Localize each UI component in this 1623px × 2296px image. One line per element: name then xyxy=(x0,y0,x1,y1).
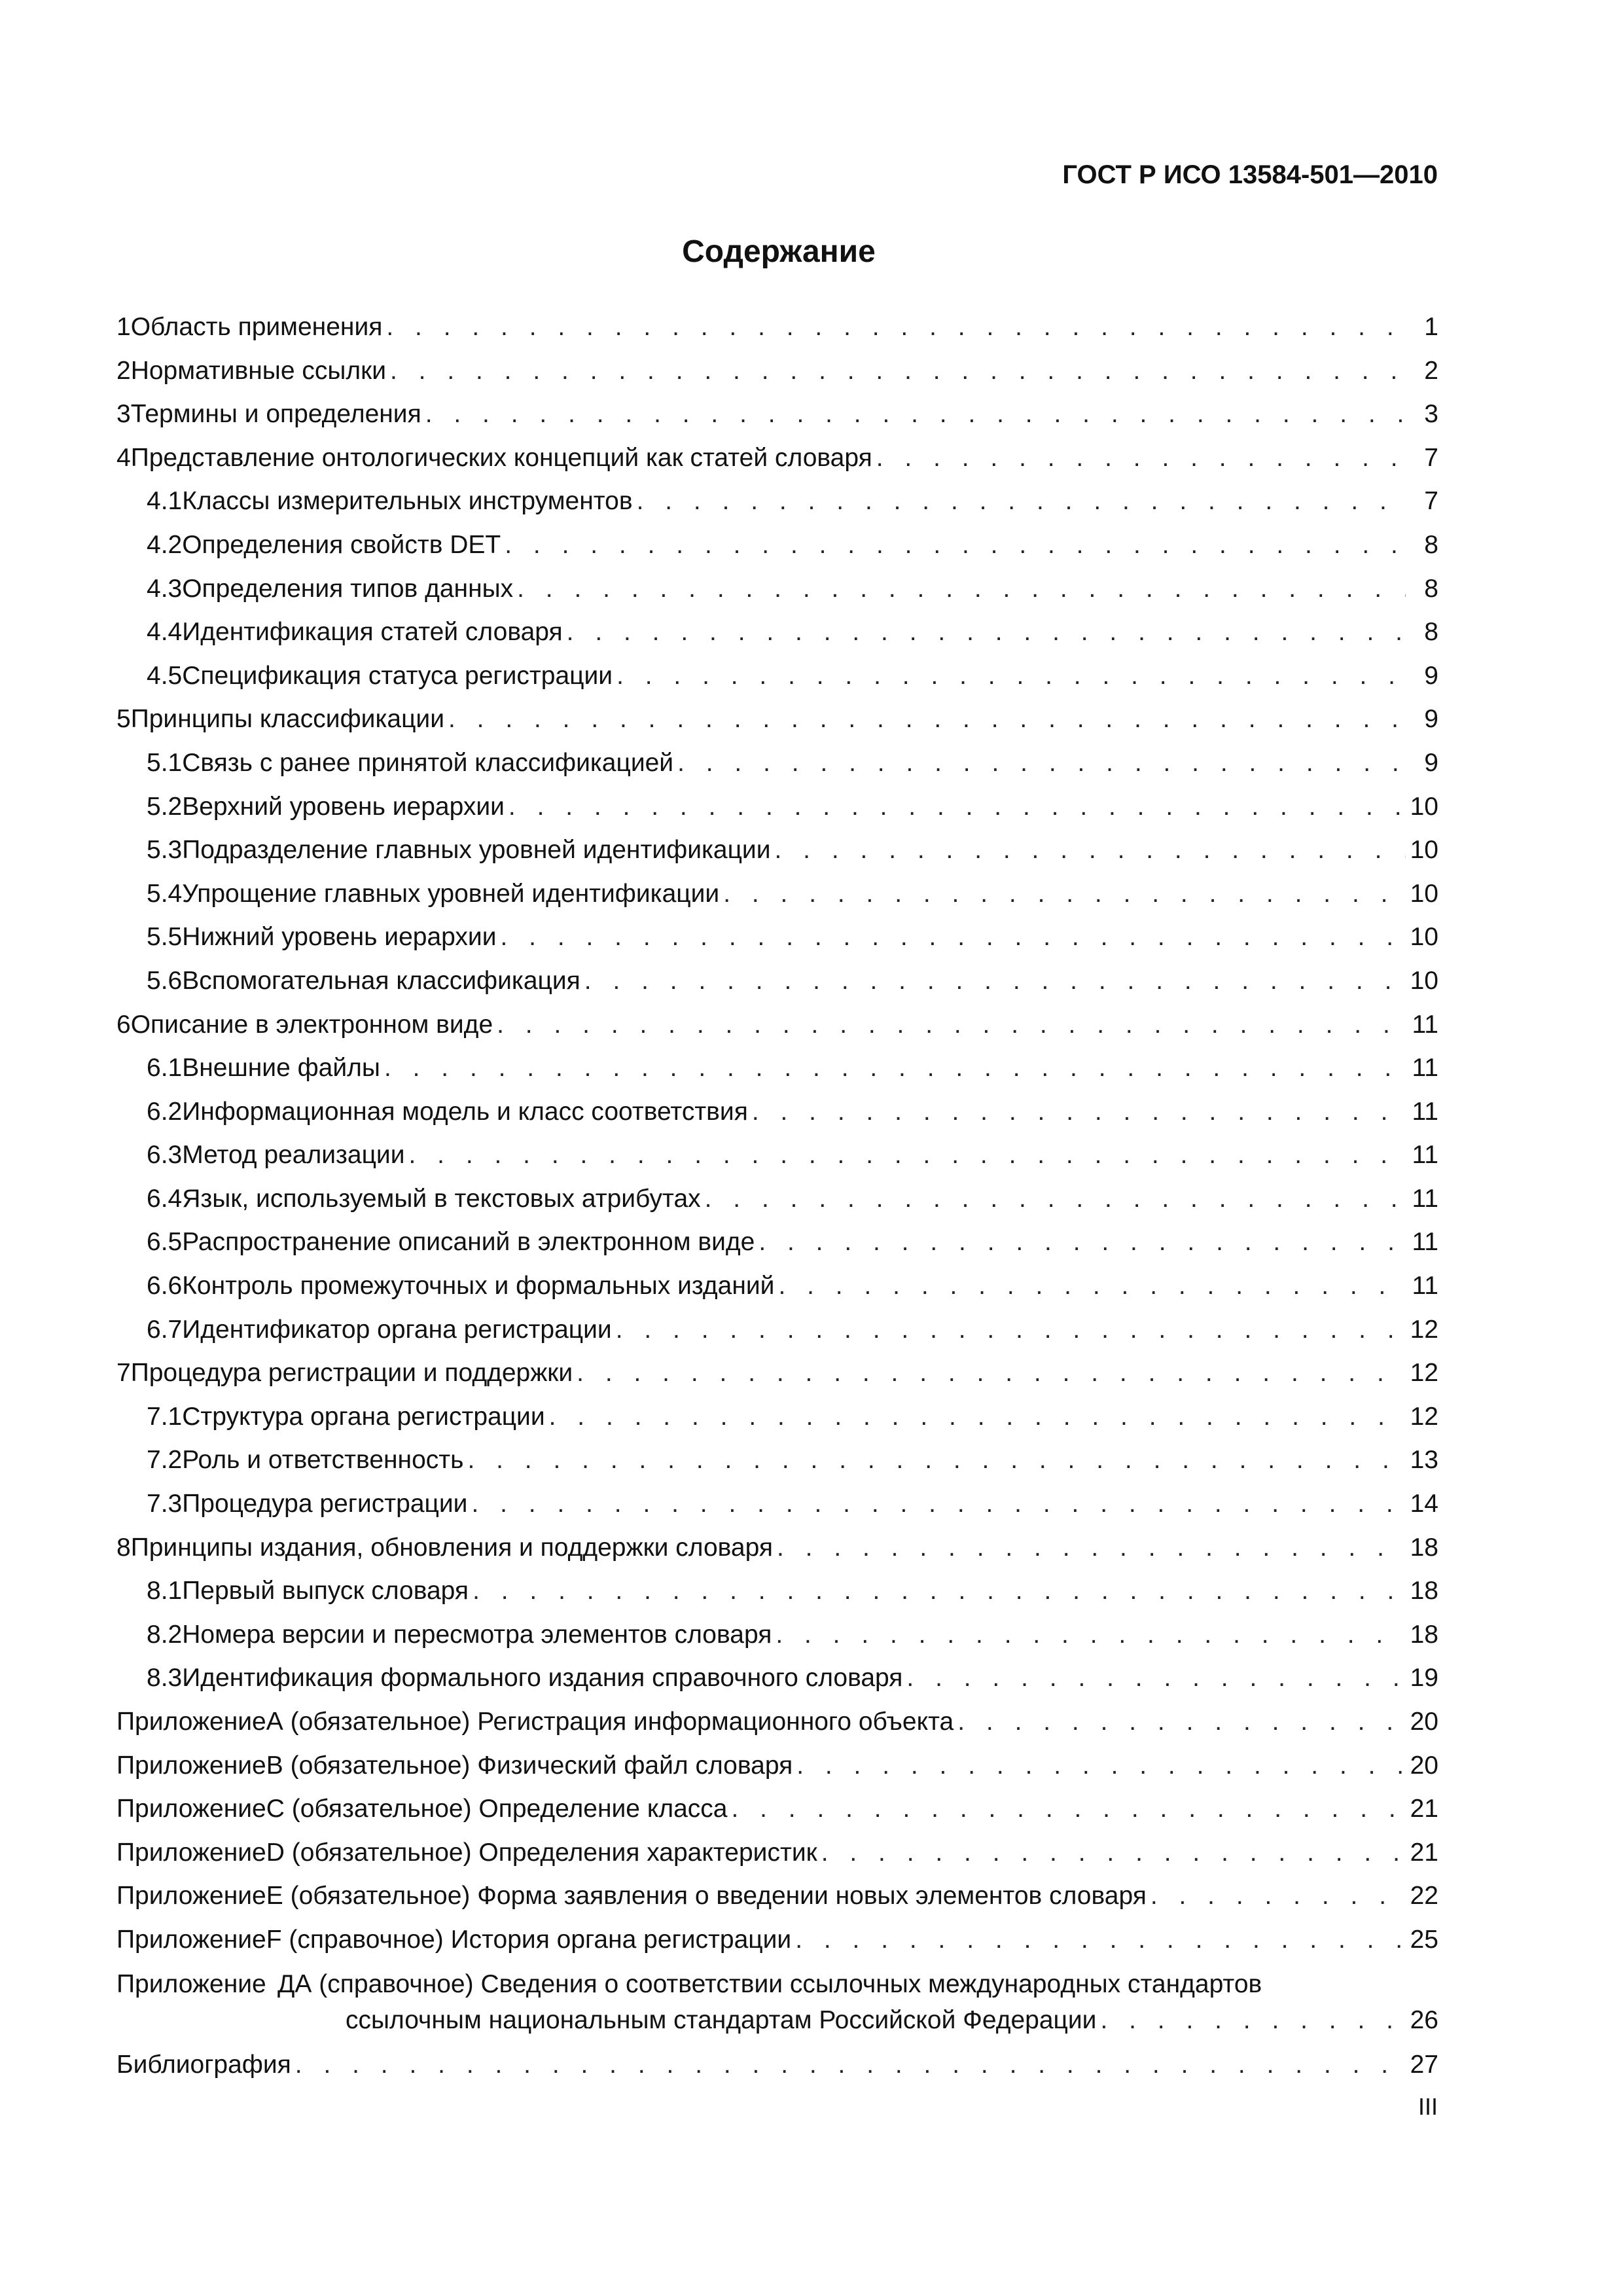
toc-entry-title: Связь с ранее принятой классификацией xyxy=(182,748,674,777)
toc-entry-page: 11 xyxy=(1412,1054,1438,1083)
toc-annex-entry[interactable] xyxy=(116,1831,1438,1875)
toc-leader-dots xyxy=(677,742,1406,785)
toc-entry-number: 8.2 xyxy=(147,1620,183,1649)
toc-entry-number: 5.1 xyxy=(147,748,183,777)
annex-text: (обязательное) Форма заявления о введении новых элементов словаря xyxy=(290,1882,1147,1910)
toc-entry-title: Вспомогательная классификация xyxy=(182,966,580,995)
toc-leader-dots xyxy=(616,655,1406,698)
toc-leader-dots xyxy=(390,350,1406,393)
toc-entry-number: 6.1 xyxy=(147,1054,183,1083)
toc-entry[interactable] xyxy=(116,1177,1438,1221)
toc-entry-title: Представление онтологических концепций как статей словаря xyxy=(130,443,872,472)
toc-entry-title: Идентификатор органа регистрации xyxy=(182,1315,612,1344)
toc-entry-page: 2 xyxy=(1424,356,1438,385)
toc-entry[interactable] xyxy=(116,785,1438,829)
annex-da-line2 xyxy=(116,2002,1438,2038)
toc-entry-page: 19 xyxy=(1410,1664,1438,1693)
toc-entry-title: Распространение описаний в электронном виде xyxy=(182,1228,755,1257)
toc-entry-title: Классы измерительных инструментов xyxy=(182,487,633,516)
annex-page: 20 xyxy=(1410,1751,1438,1780)
toc-entry-page: 18 xyxy=(1410,1620,1438,1649)
toc-leader-dots xyxy=(758,1221,1406,1265)
toc-entry-number: 6.2 xyxy=(147,1097,183,1126)
toc-entry-title: Нижний уровень иерархии xyxy=(182,923,497,952)
annex-letter: A xyxy=(266,1708,283,1736)
toc-entry-page: 1 xyxy=(1424,313,1438,341)
toc-leader-dots xyxy=(795,1918,1406,1962)
toc-leader-dots xyxy=(752,1090,1406,1134)
document-code: ГОСТ Р ИСО 13584-501—2010 xyxy=(1062,160,1438,189)
toc-entry-title: Первый выпуск словаря xyxy=(182,1577,469,1605)
toc-entry[interactable] xyxy=(116,1047,1438,1090)
toc-entry-title: Метод реализации xyxy=(182,1141,405,1170)
toc-entry-page: 9 xyxy=(1424,705,1438,734)
toc-entry-page: 11 xyxy=(1412,1228,1438,1257)
toc-leader-dots xyxy=(705,1177,1406,1221)
toc-leader-dots xyxy=(448,698,1406,742)
toc-leader-dots xyxy=(821,1831,1406,1875)
toc-entry-number: 4.3 xyxy=(147,574,183,603)
toc-entry-number: 6.3 xyxy=(147,1141,183,1170)
toc-entry-title: Область применения xyxy=(130,313,383,341)
toc-leader-dots xyxy=(508,785,1406,829)
toc-entry-title: Описание в электронном виде xyxy=(130,1010,493,1039)
toc-leader-dots xyxy=(384,1047,1406,1090)
toc-entry-number: 2 xyxy=(116,356,131,385)
toc-leader-dots xyxy=(1150,1874,1406,1918)
toc-entry-number: 8.1 xyxy=(147,1577,183,1605)
toc-entry[interactable] xyxy=(116,1221,1438,1265)
toc-entry[interactable] xyxy=(116,829,1438,872)
toc-leader-dots xyxy=(776,1613,1406,1657)
toc-entry-title: Термины и определения xyxy=(130,400,421,429)
toc-entry-title: Язык, используемый в текстовых атрибутах xyxy=(182,1184,701,1213)
toc-entry-number: 5.4 xyxy=(147,879,183,908)
toc-entry-page: 10 xyxy=(1410,792,1438,821)
page-number: III xyxy=(1418,2093,1438,2120)
annex-prefix: Приложение xyxy=(116,1969,266,1998)
toc-entry-title: Структура органа регистрации xyxy=(182,1402,545,1431)
toc-leader-dots xyxy=(500,916,1406,960)
toc-entry[interactable] xyxy=(116,960,1438,1003)
annex-letter: F xyxy=(266,1925,282,1954)
toc-entry-number: 4.4 xyxy=(147,618,183,647)
toc-entry-title: Внешние файлы xyxy=(182,1054,380,1083)
toc-entry-page: 10 xyxy=(1410,879,1438,908)
toc-entry[interactable] xyxy=(116,1482,1438,1526)
toc-entry-page: 13 xyxy=(1410,1446,1438,1475)
toc-leader-dots xyxy=(467,1439,1406,1482)
toc-annex-entry-da[interactable] xyxy=(116,1966,1438,2038)
toc-leader-dots xyxy=(778,1265,1406,1308)
toc-annex-entry[interactable] xyxy=(116,1787,1438,1831)
toc-entry-page: 14 xyxy=(1410,1490,1438,1518)
toc-leader-dots xyxy=(1100,2002,1406,2038)
toc-entry-page: 9 xyxy=(1424,661,1438,690)
annex-page: 21 xyxy=(1410,1838,1438,1867)
toc-entry[interactable] xyxy=(116,393,1438,437)
toc-leader-dots xyxy=(957,1700,1406,1744)
toc-entry-number: 1 xyxy=(116,313,131,341)
toc-entry-page: 11 xyxy=(1412,1097,1438,1126)
toc-entry-number: 7.2 xyxy=(147,1446,183,1475)
toc-entry-number: 5.2 xyxy=(147,792,183,821)
toc-entry[interactable] xyxy=(116,742,1438,785)
toc-entry-number: 6.5 xyxy=(147,1228,183,1257)
toc-entry-page: 7 xyxy=(1424,443,1438,472)
toc-leader-dots xyxy=(386,306,1406,350)
annex-page: 25 xyxy=(1410,1925,1438,1954)
toc-entry[interactable] xyxy=(116,1570,1438,1613)
toc-entry-page: 12 xyxy=(1410,1402,1438,1431)
toc-entry-number: 3 xyxy=(116,400,131,429)
toc-entry-title: Идентификация статей словаря xyxy=(182,618,563,647)
toc-leader-dots xyxy=(471,1482,1406,1526)
toc-entry-page: 3 xyxy=(1424,400,1438,429)
toc-entry[interactable] xyxy=(116,872,1438,916)
toc-entry[interactable] xyxy=(116,1395,1438,1439)
annex-page: 20 xyxy=(1410,1708,1438,1736)
toc-entry[interactable] xyxy=(116,350,1438,393)
toc-entry-page: 11 xyxy=(1412,1184,1438,1213)
toc-leader-dots xyxy=(567,611,1406,655)
toc-entry-title: Упрощение главных уровней идентификации xyxy=(182,879,720,908)
bibliography-title: Библиография xyxy=(116,2050,291,2079)
toc-entry[interactable] xyxy=(116,567,1438,611)
toc-entry-page: 8 xyxy=(1424,530,1438,559)
toc-leader-dots xyxy=(731,1787,1406,1831)
annex-text: (обязательное) Определение класса xyxy=(291,1795,728,1823)
toc-entry-title: Нормативные ссылки xyxy=(130,356,386,385)
toc-entry-number: 5 xyxy=(116,705,131,734)
toc-entry-title: Процедура регистрации xyxy=(182,1490,468,1518)
toc-entry-title: Определения типов данных xyxy=(182,574,514,603)
toc-entry[interactable] xyxy=(116,1134,1438,1177)
toc-annex-entry[interactable] xyxy=(116,1700,1438,1744)
toc-entry[interactable] xyxy=(116,916,1438,960)
toc-entry-title: Процедура регистрации и поддержки xyxy=(130,1359,573,1388)
bibliography-page: 27 xyxy=(1410,2050,1438,2079)
toc-entry-page: 18 xyxy=(1410,1533,1438,1562)
toc-entry[interactable] xyxy=(116,1265,1438,1308)
annex-title xyxy=(266,1744,793,1788)
table-of-contents xyxy=(116,306,1438,2087)
toc-entry-page: 11 xyxy=(1412,1141,1438,1170)
annex-text-continued: ссылочным национальным стандартам Российской Федерации xyxy=(346,2005,1097,2034)
annex-text: (справочное) Сведения о соответствии ссылочных международных стандартов xyxy=(319,1969,1262,1998)
annex-page: 21 xyxy=(1410,1795,1438,1823)
toc-entry-page: 7 xyxy=(1424,487,1438,516)
toc-leader-dots xyxy=(616,1308,1406,1352)
toc-entry-page: 8 xyxy=(1424,618,1438,647)
toc-entry-number: 8.3 xyxy=(147,1664,183,1693)
toc-entry-number: 6.7 xyxy=(147,1315,183,1344)
toc-entry-title: Информационная модель и класс соответствия xyxy=(182,1097,748,1126)
annex-prefix: Приложение xyxy=(116,1708,266,1736)
annex-text: (обязательное) Определения характеристик xyxy=(291,1838,817,1867)
toc-entry[interactable] xyxy=(116,524,1438,567)
annex-letter: ДА xyxy=(277,1969,312,1998)
toc-entry-number: 4 xyxy=(116,443,131,472)
annex-prefix: Приложение xyxy=(116,1838,266,1867)
toc-entry[interactable] xyxy=(116,1090,1438,1134)
toc-entry[interactable] xyxy=(116,698,1438,742)
annex-prefix: Приложение xyxy=(116,1882,266,1910)
toc-entry-page: 11 xyxy=(1412,1272,1438,1300)
toc-entry-page: 18 xyxy=(1410,1577,1438,1605)
toc-bibliography-entry[interactable] xyxy=(116,2043,1438,2087)
toc-entry-title: Контроль промежуточных и формальных изданий xyxy=(182,1272,775,1300)
toc-leader-dots xyxy=(517,567,1406,611)
toc-entry-title: Идентификация формального издания справочного словаря xyxy=(182,1664,903,1693)
toc-entry-page: 10 xyxy=(1410,923,1438,952)
toc-entry[interactable] xyxy=(116,1657,1438,1700)
toc-entry-title: Роль и ответственность xyxy=(182,1446,464,1475)
toc-entry[interactable] xyxy=(116,1308,1438,1352)
toc-leader-dots xyxy=(549,1395,1406,1439)
toc-entry[interactable] xyxy=(116,1613,1438,1657)
toc-leader-dots xyxy=(584,960,1406,1003)
annex-letter: E xyxy=(266,1882,283,1910)
toc-entry-number: 7 xyxy=(116,1359,131,1388)
toc-entry-number: 7.3 xyxy=(147,1490,183,1518)
annex-title xyxy=(266,1918,791,1962)
toc-entry-page: 10 xyxy=(1410,836,1438,865)
toc-entry[interactable] xyxy=(116,1439,1438,1482)
toc-leader-dots xyxy=(497,1003,1406,1047)
toc-leader-dots xyxy=(796,1744,1406,1788)
toc-entry-title: Верхний уровень иерархии xyxy=(182,792,505,821)
annex-letter: D xyxy=(266,1838,285,1867)
toc-annex-entry[interactable] xyxy=(116,1918,1438,1962)
toc-entry-title: Принципы издания, обновления и поддержки словаря xyxy=(130,1533,773,1562)
toc-leader-dots xyxy=(777,1526,1406,1570)
toc-entry-number: 6 xyxy=(116,1010,131,1039)
toc-entry[interactable] xyxy=(116,1003,1438,1047)
annex-text: (обязательное) Регистрация информационного объекта xyxy=(290,1708,954,1736)
toc-entry[interactable] xyxy=(116,1526,1438,1570)
toc-entry-number: 4.1 xyxy=(147,487,183,516)
toc-entry-number: 5.3 xyxy=(147,836,183,865)
annex-letter: C xyxy=(266,1795,285,1823)
toc-leader-dots xyxy=(425,393,1406,437)
page-title: Содержание xyxy=(682,234,876,269)
toc-entry-page: 9 xyxy=(1424,748,1438,777)
toc-entry[interactable] xyxy=(116,1352,1438,1395)
toc-entry-number: 6.4 xyxy=(147,1184,183,1213)
toc-entry-number: 5.6 xyxy=(147,966,183,995)
toc-entry-page: 12 xyxy=(1410,1315,1438,1344)
annex-prefix: Приложение xyxy=(116,1795,266,1823)
toc-leader-dots xyxy=(906,1657,1406,1700)
annex-title xyxy=(266,1831,817,1875)
annex-page: 22 xyxy=(1410,1882,1438,1910)
toc-entry-page: 12 xyxy=(1410,1359,1438,1388)
toc-entry-page: 8 xyxy=(1424,574,1438,603)
toc-entry-title: Определения свойств DET xyxy=(182,530,501,559)
toc-leader-dots xyxy=(876,437,1406,480)
toc-leader-dots xyxy=(505,524,1406,567)
toc-annex-entry[interactable] xyxy=(116,1744,1438,1788)
toc-entry-page: 11 xyxy=(1412,1010,1438,1039)
toc-leader-dots xyxy=(723,872,1406,916)
toc-entry[interactable] xyxy=(116,306,1438,350)
toc-entry-title: Спецификация статуса регистрации xyxy=(182,661,613,690)
toc-entry[interactable] xyxy=(116,437,1438,480)
annex-page: 26 xyxy=(1410,2005,1438,2034)
toc-entry-title: Номера версии и пересмотра элементов словаря xyxy=(182,1620,772,1649)
toc-entry-number: 4.5 xyxy=(147,661,183,690)
toc-leader-dots xyxy=(473,1570,1406,1613)
toc-entry[interactable] xyxy=(116,480,1438,524)
annex-letter: B xyxy=(266,1751,283,1780)
annex-title xyxy=(266,1787,728,1831)
annex-text: (справочное) История органа регистрации xyxy=(289,1925,792,1954)
toc-annex-entry[interactable] xyxy=(116,1874,1438,1918)
annex-prefix: Приложение xyxy=(116,1751,266,1780)
toc-entry-title: Принципы классификации xyxy=(130,705,444,734)
toc-leader-dots xyxy=(408,1134,1406,1177)
toc-entry[interactable] xyxy=(116,655,1438,698)
annex-title xyxy=(266,1700,954,1744)
annex-da-line1 xyxy=(116,1966,1438,2002)
toc-entry-number: 6.6 xyxy=(147,1272,183,1300)
toc-entry-number: 4.2 xyxy=(147,530,183,559)
annex-text: (обязательное) Физический файл словаря xyxy=(290,1751,793,1780)
toc-entry-number: 5.5 xyxy=(147,923,183,952)
toc-leader-dots xyxy=(577,1352,1406,1395)
toc-entry-title: Подразделение главных уровней идентификации xyxy=(182,836,771,865)
annex-prefix: Приложение xyxy=(116,1925,266,1954)
toc-leader-dots xyxy=(637,480,1406,524)
toc-entry[interactable] xyxy=(116,611,1438,655)
toc-entry-page: 10 xyxy=(1410,966,1438,995)
toc-entry-number: 8 xyxy=(116,1533,131,1562)
annex-title xyxy=(266,1874,1147,1918)
toc-entry-number: 7.1 xyxy=(147,1402,183,1431)
toc-leader-dots xyxy=(775,829,1406,872)
toc-leader-dots xyxy=(295,2043,1406,2087)
